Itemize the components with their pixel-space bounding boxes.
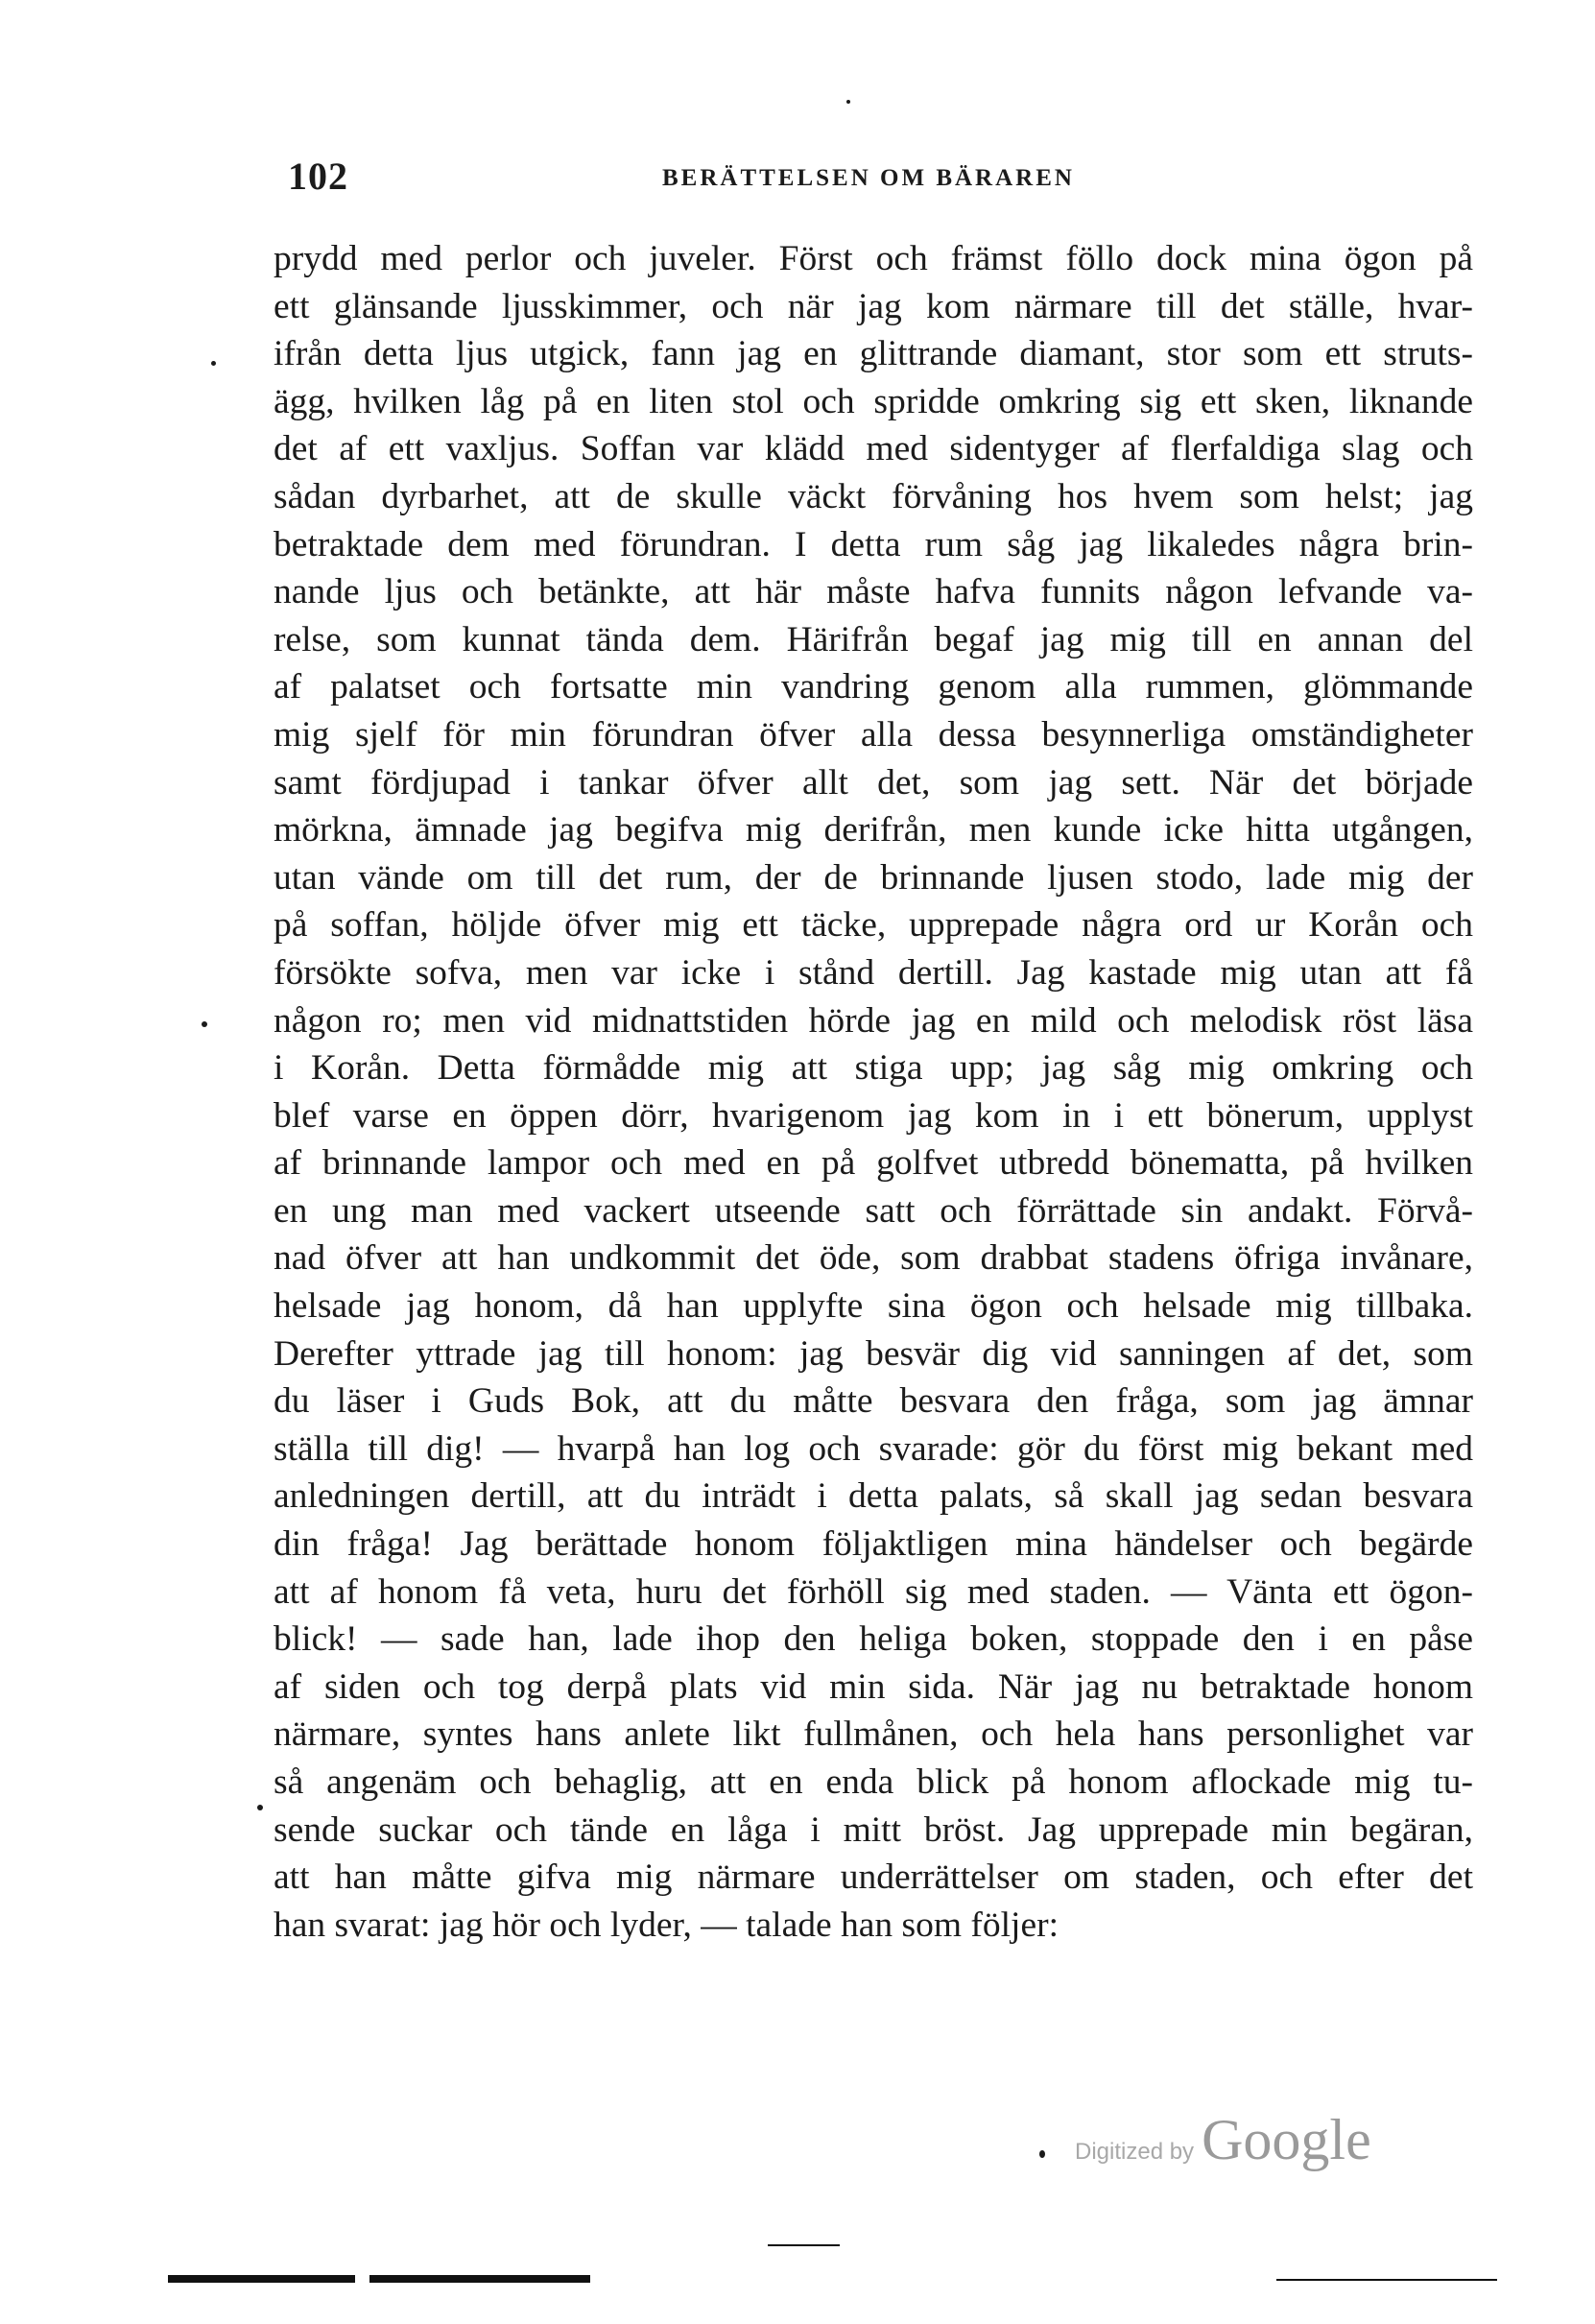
- text-line: att han måtte gifva mig närmare underrättelser om staden, och efter det: [274, 1857, 1473, 1898]
- ink-speck: [257, 1805, 263, 1810]
- text-line: ifrån detta ljus utgick, fann jag en glittrande diamant, stor som ett struts-: [274, 334, 1473, 374]
- watermark-prefix: Digitized by: [1075, 2139, 1195, 2165]
- text-line: sende suckar och tände en låga i mitt bröst. Jag upprepade min begäran,: [274, 1809, 1473, 1850]
- scan-edge-rule: [369, 2275, 590, 2283]
- scan-edge-rule: [1276, 2279, 1497, 2281]
- digitized-watermark: [1075, 2107, 1371, 2174]
- text-line: en ung man med vackert utseende satt och förrättade sin andakt. Förvå-: [274, 1190, 1473, 1231]
- text-line: han svarat: jag hör och lyder, — talade han som följer:: [274, 1905, 1059, 1945]
- text-line: ett glänsande ljusskimmer, och när jag kom närmare till det ställe, hvar-: [274, 286, 1473, 326]
- text-line: af siden och tog derpå plats vid min sida. När jag nu betraktade honom: [274, 1666, 1473, 1707]
- body-text: [274, 235, 1473, 1949]
- text-line: helsade jag honom, då han upplyfte sina ögon och helsade mig tillbaka.: [274, 1286, 1473, 1327]
- text-line: prydd med perlor och juveler. Först och främst föllo dock mina ögon på: [274, 239, 1473, 278]
- text-line: utan vände om till det rum, der de brinnande ljusen stodo, lade mig der: [274, 857, 1473, 898]
- page-number: 102: [288, 155, 348, 198]
- text-line: af brinnande lampor och med en på golfvet utbredd bönematta, på hvilken: [274, 1143, 1473, 1184]
- text-line: blef varse en öppen dörr, hvarigenom jag kom in i ett bönerum, upplyst: [274, 1095, 1473, 1136]
- text-line: du läser i Guds Bok, att du måtte besvara den fråga, som jag ämnar: [274, 1381, 1473, 1422]
- scan-edge-rule: [768, 2244, 840, 2246]
- text-line: nad öfver att han undkommit det öde, som drabbat stadens öfriga invånare,: [274, 1238, 1473, 1279]
- text-line: ställa till dig! — hvarpå han log och svarade: gör du först mig bekant med: [274, 1428, 1473, 1469]
- text-line: någon ro; men vid midnattstiden hörde jag en mild och melodisk röst läsa: [274, 1000, 1473, 1041]
- text-line: på soffan, höljde öfver mig ett täcke, upprepade några ord ur Korån och: [274, 905, 1473, 946]
- text-line: mig sjelf för min förundran öfver alla dessa besynnerliga omständigheter: [274, 714, 1473, 755]
- text-line: närmare, syntes hans anlete likt fullmånen, och hela hans personlighet var: [274, 1714, 1473, 1755]
- watermark-brand-logo: Google: [1202, 2108, 1371, 2171]
- text-line: det af ett vaxljus. Soffan var klädd med sidentyger af flerfaldiga slag och: [274, 429, 1473, 469]
- page-header: [288, 154, 1488, 202]
- running-head: BERÄTTELSEN OM BÄRAREN: [662, 165, 1075, 191]
- text-line: i Korån. Detta förmådde mig att stiga upp; jag såg mig omkring och: [274, 1048, 1473, 1089]
- scan-edge-rule: [168, 2275, 355, 2283]
- text-line: mörkna, ämnade jag begifva mig derifrån, men kunde icke hitta utgången,: [274, 810, 1473, 851]
- ink-speck: [846, 100, 850, 104]
- text-line: din fråga! Jag berättade honom följaktligen mina händelser och begärde: [274, 1524, 1473, 1565]
- text-line: relse, som kunnat tända dem. Härifrån begaf jag mig till en annan del: [274, 619, 1473, 659]
- ink-speck: [1039, 2150, 1045, 2158]
- text-line: sådan dyrbarhet, att de skulle väckt förvåning hos hvem som helst; jag: [274, 476, 1473, 516]
- text-line: blick! — sade han, lade ihop den heliga boken, stoppade den i en påse: [274, 1619, 1473, 1660]
- ink-speck: [211, 361, 216, 366]
- text-line: nande ljus och betänkte, att här måste hafva funnits någon lefvande va-: [274, 572, 1473, 612]
- text-line: Derefter yttrade jag till honom: jag besvär dig vid sanningen af det, som: [274, 1333, 1473, 1374]
- text-line: ägg, hvilken låg på en liten stol och spridde omkring sig ett sken, liknande: [274, 381, 1473, 421]
- text-line: anledningen dertill, att du inträdt i detta palats, så skall jag sedan besvara: [274, 1476, 1473, 1517]
- text-line: betraktade dem med förundran. I detta rum såg jag likaledes några brin-: [274, 524, 1473, 564]
- text-line: så angenäm och behaglig, att en enda blick på honom aflockade mig tu-: [274, 1762, 1473, 1802]
- text-line: att af honom få veta, huru det förhöll sig med staden. — Vänta ett ögon-: [274, 1571, 1473, 1612]
- text-line: samt fördjupad i tankar öfver allt det, som jag sett. När det började: [274, 762, 1473, 803]
- text-line: af palatset och fortsatte min vandring genom alla rummen, glömmande: [274, 667, 1473, 707]
- text-line: försökte sofva, men var icke i stånd dertill. Jag kastade mig utan att få: [274, 952, 1473, 993]
- ink-speck: [202, 1021, 207, 1027]
